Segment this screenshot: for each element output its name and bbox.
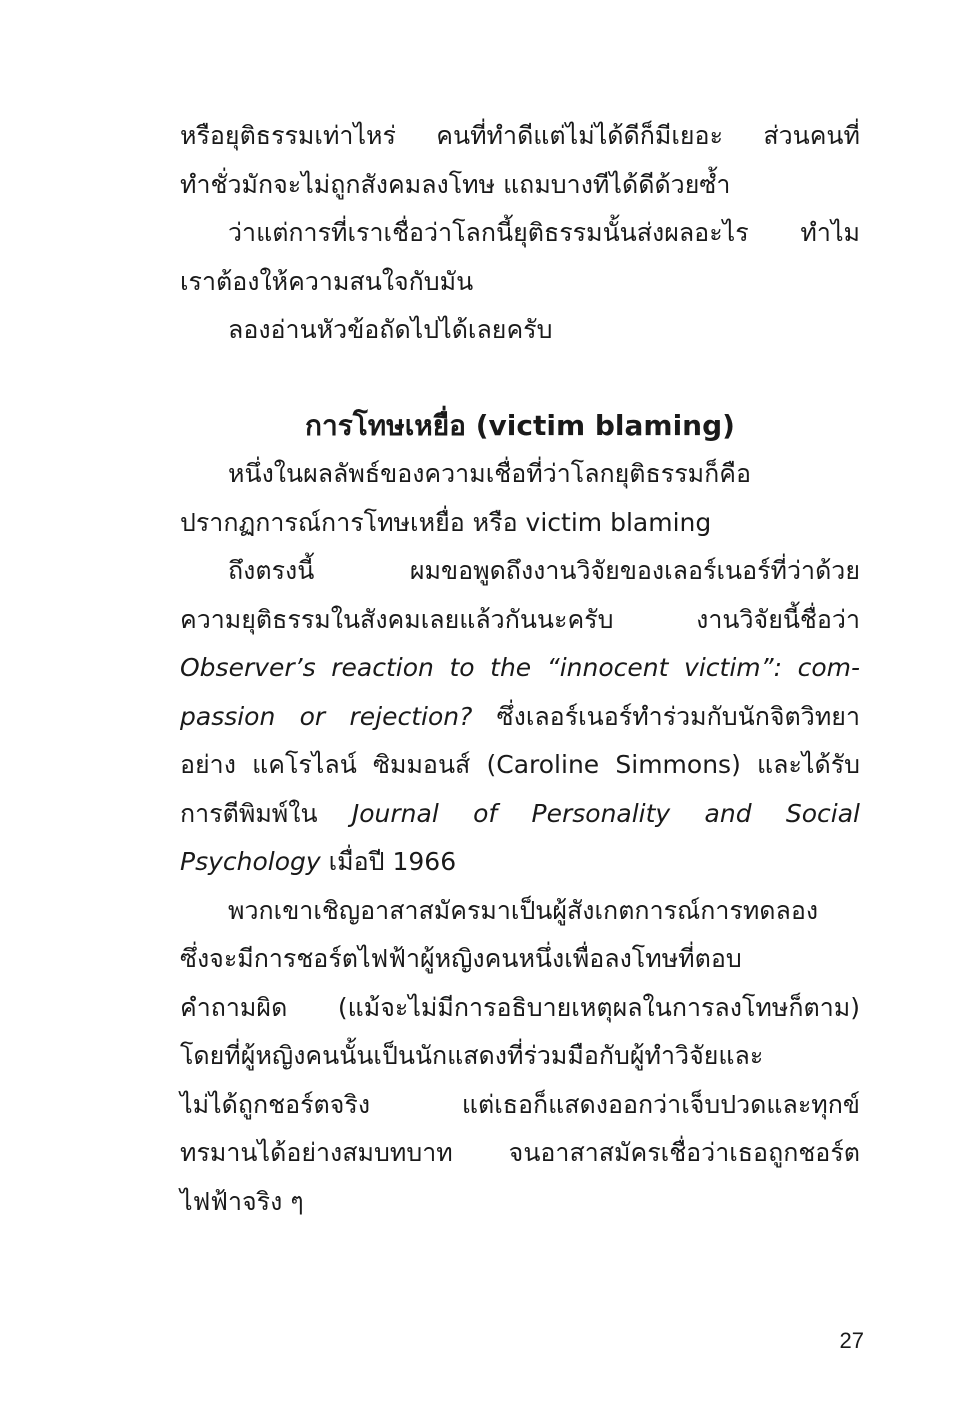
text-line: อย่าง แคโรไลน์ ซิมมอนส์ (Caroline Simmons) และได้รับ (180, 750, 860, 779)
text-segment: การตีพิมพ์ใน (180, 798, 352, 828)
body-text (180, 112, 860, 1226)
paper-title-end: passion or rejection? (180, 701, 473, 731)
text-line: ทำชั่วมักจะไม่ถูกสังคมลงโทษ แถมบางทีได้ดีด้วยซ้ำ (180, 169, 731, 199)
text-line: ไม่ได้ถูกชอร์ตจริง แต่เธอก็แสดงออกว่าเจ็บปวดและทุกข์ (180, 1089, 860, 1119)
page-number: 27 (839, 1328, 864, 1353)
text-line (180, 693, 860, 742)
text-line: หนึ่งในผลลัพธ์ของความเชื่อที่ว่าโลกยุติธรรมก็คือ (228, 459, 752, 488)
section-gap (180, 355, 860, 402)
text-line: หรือยุติธรรมเท่าไหร่ คนที่ทำดีแต่ไม่ได้ดีก็มีเยอะ ส่วนคนที่ (180, 121, 860, 150)
text-line: โดยที่ผู้หญิงคนนั้นเป็นนักแสดงที่ร่วมมือกับผู้ทำวิจัยและ (180, 1041, 764, 1070)
text-line: ความยุติธรรมในสังคมเลยแล้วกันนะครับ งานวิจัยนี้ชื่อว่า (180, 604, 860, 634)
text-line (180, 838, 860, 887)
text-line: ว่าแต่การที่เราเชื่อว่าโลกนี้ยุติธรรมนั้นส่งผลอะไร ทำไม (228, 218, 860, 247)
section-heading: การโทษเหยื่อ (victim blaming) (305, 408, 735, 442)
text-line (180, 790, 860, 839)
text-line: ไฟฟ้าจริง ๆ (180, 1186, 304, 1216)
text-segment: เมื่อปี 1966 (320, 847, 457, 876)
text-line: คำถามผิด (แม้จะไม่มีการอธิบายเหตุผลในการลงโทษก็ตาม) (180, 992, 860, 1022)
journal-name: Journal of Personality and Social (351, 798, 860, 828)
paper-title-line: Observer’s reaction to the “innocent victim”: com- (180, 653, 860, 682)
text-line: ลองอ่านหัวข้อถัดไปได้เลยครับ (228, 315, 553, 344)
text-line: ทรมานได้อย่างสมบทบาท จนอาสาสมัครเชื่อว่าเธอถูกชอร์ต (180, 1138, 860, 1167)
text-line: พวกเขาเชิญอาสาสมัครมาเป็นผู้สังเกตการณ์การทดลอง (228, 895, 819, 925)
text-segment: ซึ่งเลอร์เนอร์ทำร่วมกับนักจิตวิทยา (472, 701, 860, 731)
text-line: ปรากฏการณ์การโทษเหยื่อ หรือ victim blaming (180, 507, 712, 537)
text-line: เราต้องให้ความสนใจกับมัน (180, 266, 474, 296)
journal-name-end: Psychology (180, 847, 321, 876)
text-line: ถึงตรงนี้ ผมขอพูดถึงงานวิจัยของเลอร์เนอร์ที่ว่าด้วย (228, 556, 860, 585)
text-line: ซึ่งจะมีการชอร์ตไฟฟ้าผู้หญิงคนหนึ่งเพื่อลงโทษที่ตอบ (180, 944, 742, 973)
